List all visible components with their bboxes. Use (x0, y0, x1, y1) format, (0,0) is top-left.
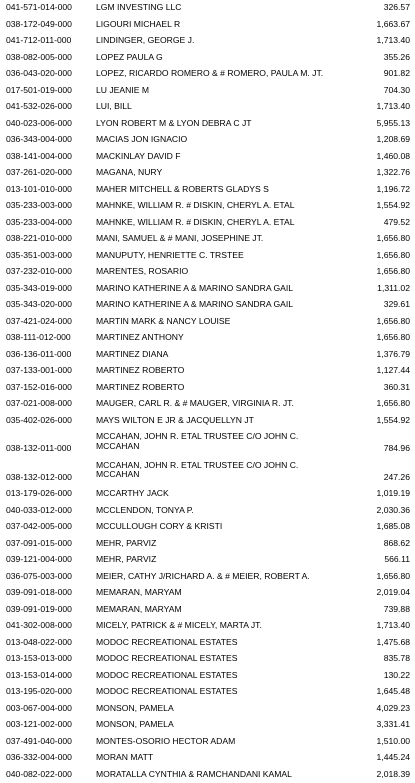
owner-name: MONSON, PAMELA (96, 720, 360, 730)
amount-due: 1,208.69 (360, 135, 410, 145)
owner-name: MEIER, CATHY J/RICHARD A. & # MEIER, ROBERT A. (96, 572, 360, 582)
table-row (0, 458, 415, 487)
amount-due: 2,018.39 (360, 770, 410, 780)
table-row (0, 363, 415, 380)
amount-due: 739.88 (360, 605, 410, 615)
amount-due: 704.30 (360, 86, 410, 96)
table-row (0, 248, 415, 265)
table-row (0, 701, 415, 718)
owner-name: MANUPUTY, HENRIETTE C. TRSTEE (96, 251, 360, 261)
amount-due: 247.26 (360, 461, 410, 483)
parcel-number: 039-121-004-000 (0, 555, 96, 565)
amount-due: 5,955.13 (360, 119, 410, 129)
amount-due: 1,445.24 (360, 753, 410, 763)
amount-due: 1,322.76 (360, 168, 410, 178)
table-row (0, 83, 415, 100)
parcel-number: 035-402-026-000 (0, 416, 96, 426)
owner-name: LGM INVESTING LLC (96, 3, 360, 13)
parcel-number: 037-091-015-000 (0, 539, 96, 549)
table-row (0, 380, 415, 397)
table-row (0, 281, 415, 298)
table-row (0, 264, 415, 281)
parcel-number: 013-101-010-000 (0, 185, 96, 195)
amount-due: 2,030.36 (360, 506, 410, 516)
owner-name: MARINO KATHERINE A & MARINO SANDRA GAIL (96, 300, 360, 310)
parcel-number: 013-153-013-000 (0, 654, 96, 664)
owner-name: MICELY, PATRICK & # MICELY, MARTA JT. (96, 621, 360, 631)
table-row (0, 99, 415, 116)
table-row (0, 17, 415, 34)
amount-due: 784.96 (360, 432, 410, 454)
amount-due: 1,656.80 (360, 267, 410, 277)
owner-name: MODOC RECREATIONAL ESTATES (96, 638, 360, 648)
parcel-number: 003-121-002-000 (0, 720, 96, 730)
owner-name: MODOC RECREATIONAL ESTATES (96, 671, 360, 681)
parcel-number: 037-232-010-000 (0, 267, 96, 277)
amount-due: 1,713.40 (360, 102, 410, 112)
table-row (0, 668, 415, 685)
amount-due: 1,685.08 (360, 522, 410, 532)
parcel-number: 013-048-022-000 (0, 638, 96, 648)
owner-name: MORAN MATT (96, 753, 360, 763)
parcel-number: 040-082-022-000 (0, 770, 96, 780)
parcel-number: 036-343-004-000 (0, 135, 96, 145)
table-row (0, 618, 415, 635)
table-row (0, 413, 415, 430)
table-row (0, 519, 415, 536)
parcel-number: 037-152-016-000 (0, 383, 96, 393)
parcel-number: 038-082-005-000 (0, 53, 96, 63)
table-row (0, 635, 415, 652)
amount-due: 835.78 (360, 654, 410, 664)
table-row (0, 585, 415, 602)
amount-due: 1,311.02 (360, 284, 410, 294)
amount-due: 1,510.00 (360, 737, 410, 747)
table-row (0, 396, 415, 413)
parcel-number: 038-221-010-000 (0, 234, 96, 244)
amount-due: 1,656.80 (360, 234, 410, 244)
owner-name: MACIAS JON IGNACIO (96, 135, 360, 145)
table-row (0, 734, 415, 751)
owner-name: MAHNKE, WILLIAM R. # DISKIN, CHERYL A. ETAL (96, 218, 360, 228)
amount-due: 1,196.72 (360, 185, 410, 195)
table-row (0, 165, 415, 182)
parcel-number: 037-133-001-000 (0, 366, 96, 376)
amount-due: 1,656.80 (360, 317, 410, 327)
parcel-number: 038-141-004-000 (0, 152, 96, 162)
parcel-number: 041-712-011-000 (0, 36, 96, 46)
owner-name: MCCULLOUGH CORY & KRISTI (96, 522, 360, 532)
owner-name: MEHR, PARVIZ (96, 555, 360, 565)
table-row (0, 330, 415, 347)
amount-due: 329.61 (360, 300, 410, 310)
owner-name: MCCARTHY JACK (96, 489, 360, 499)
amount-due: 326.57 (360, 3, 410, 13)
amount-due: 1,713.40 (360, 621, 410, 631)
table-row (0, 486, 415, 503)
table-row (0, 149, 415, 166)
table-row (0, 429, 415, 458)
table-row (0, 66, 415, 83)
parcel-number: 037-261-020-000 (0, 168, 96, 178)
parcel-number: 035-343-019-000 (0, 284, 96, 294)
amount-due: 1,127.44 (360, 366, 410, 376)
parcel-number: 039-091-018-000 (0, 588, 96, 598)
parcel-number: 039-091-019-000 (0, 605, 96, 615)
owner-name: MACKINLAY DAVID F (96, 152, 360, 162)
parcel-number: 035-343-020-000 (0, 300, 96, 310)
table-row (0, 684, 415, 701)
table-row (0, 198, 415, 215)
table-row (0, 231, 415, 248)
owner-name: LUI, BILL (96, 102, 360, 112)
owner-name: MONTES-OSORIO HECTOR ADAM (96, 737, 360, 747)
parcel-number: 017-501-019-000 (0, 86, 96, 96)
amount-due: 4,029.23 (360, 704, 410, 714)
amount-due: 1,460.08 (360, 152, 410, 162)
parcel-number: 037-421-024-000 (0, 317, 96, 327)
parcel-number: 041-302-008-000 (0, 621, 96, 631)
amount-due: 1,554.92 (360, 416, 410, 426)
table-row (0, 297, 415, 314)
parcel-number: 038-111-012-000 (0, 333, 96, 343)
owner-name: MODOC RECREATIONAL ESTATES (96, 654, 360, 664)
table-row (0, 215, 415, 232)
parcel-number: 013-195-020-000 (0, 687, 96, 697)
table-row (0, 767, 415, 783)
owner-name: MCCAHAN, JOHN R. ETAL TRUSTEE C/O JOHN C. MCCAHAN (96, 461, 360, 480)
table-row (0, 347, 415, 364)
table-row (0, 569, 415, 586)
parcel-number: 037-021-008-000 (0, 399, 96, 409)
parcel-number: 035-233-004-000 (0, 218, 96, 228)
owner-name: MODOC RECREATIONAL ESTATES (96, 687, 360, 697)
table-row (0, 602, 415, 619)
amount-due: 1,554.92 (360, 201, 410, 211)
amount-due: 3,331.41 (360, 720, 410, 730)
amount-due: 1,663.67 (360, 20, 410, 30)
owner-name: MANI, SAMUEL & # MANI, JOSEPHINE JT. (96, 234, 360, 244)
parcel-number: 013-179-026-000 (0, 489, 96, 499)
table-row (0, 750, 415, 767)
table-row (0, 651, 415, 668)
owner-name: MEHR, PARVIZ (96, 539, 360, 549)
parcel-number: 013-153-014-000 (0, 671, 96, 681)
owner-name: LOPEZ PAULA G (96, 53, 360, 63)
owner-name: MAHNKE, WILLIAM R. # DISKIN, CHERYL A. ETAL (96, 201, 360, 211)
table-row (0, 314, 415, 331)
parcel-number: 041-571-014-000 (0, 3, 96, 13)
parcel-number: 041-532-026-000 (0, 102, 96, 112)
amount-due: 130.22 (360, 671, 410, 681)
amount-due: 360.31 (360, 383, 410, 393)
amount-due: 1,645.48 (360, 687, 410, 697)
amount-due: 1,656.80 (360, 399, 410, 409)
table-row (0, 552, 415, 569)
amount-due: 1,656.80 (360, 251, 410, 261)
owner-name: MAHER MITCHELL & ROBERTS GLADYS S (96, 185, 360, 195)
table-row (0, 536, 415, 553)
owner-name: MARENTES, ROSARIO (96, 267, 360, 277)
parcel-number: 038-132-011-000 (0, 432, 96, 454)
owner-name: MEMARAN, MARYAM (96, 605, 360, 615)
parcel-number: 037-491-040-000 (0, 737, 96, 747)
parcel-number: 036-332-004-000 (0, 753, 96, 763)
table-row (0, 132, 415, 149)
parcel-number: 038-132-012-000 (0, 461, 96, 483)
parcel-number: 035-351-003-000 (0, 251, 96, 261)
owner-name: LOPEZ, RICARDO ROMERO & # ROMERO, PAULA M. JT. (96, 69, 360, 79)
owner-name: MARTINEZ DIANA (96, 350, 360, 360)
table-row (0, 182, 415, 199)
amount-due: 1,713.40 (360, 36, 410, 46)
owner-name: MORATALLA CYNTHIA & RAMCHANDANI KAMAL (96, 770, 360, 780)
table-row (0, 503, 415, 520)
table-row (0, 116, 415, 133)
table-row (0, 33, 415, 50)
owner-name: MCCAHAN, JOHN R. ETAL TRUSTEE C/O JOHN C. MCCAHAN (96, 432, 360, 451)
parcel-number: 036-043-020-000 (0, 69, 96, 79)
owner-name: MAGANA, NURY (96, 168, 360, 178)
owner-name: MONSON, PAMELA (96, 704, 360, 714)
amount-due: 479.52 (360, 218, 410, 228)
parcel-number: 036-075-003-000 (0, 572, 96, 582)
owner-name: LIGOURI MICHAEL R (96, 20, 360, 30)
owner-name: MARINO KATHERINE A & MARINO SANDRA GAIL (96, 284, 360, 294)
amount-due: 1,656.80 (360, 333, 410, 343)
owner-name: MCCLENDON, TONYA P. (96, 506, 360, 516)
parcel-number: 035-233-003-000 (0, 201, 96, 211)
owner-name: MAYS WILTON E JR & JACQUELLYN JT (96, 416, 360, 426)
parcel-number: 037-042-005-000 (0, 522, 96, 532)
amount-due: 1,019.19 (360, 489, 410, 499)
table-row (0, 50, 415, 67)
amount-due: 901.82 (360, 69, 410, 79)
owner-name: LU JEANIE M (96, 86, 360, 96)
parcel-number: 036-136-011-000 (0, 350, 96, 360)
amount-due: 1,376.79 (360, 350, 410, 360)
amount-due: 566.11 (360, 555, 410, 565)
owner-name: MARTINEZ ROBERTO (96, 366, 360, 376)
amount-due: 355.26 (360, 53, 410, 63)
amount-due: 1,475.68 (360, 638, 410, 648)
owner-name: MARTIN MARK & NANCY LOUISE (96, 317, 360, 327)
amount-due: 1,656.80 (360, 572, 410, 582)
owner-name: LYON ROBERT M & LYON DEBRA C JT (96, 119, 360, 129)
parcel-number: 038-172-049-000 (0, 20, 96, 30)
owner-name: MAUGER, CARL R. & # MAUGER, VIRGINIA R. JT. (96, 399, 360, 409)
owner-name: LINDINGER, GEORGE J. (96, 36, 360, 46)
owner-name: MEMARAN, MARYAM (96, 588, 360, 598)
table-row (0, 717, 415, 734)
parcel-number: 003-067-004-000 (0, 704, 96, 714)
parcel-number: 040-023-006-000 (0, 119, 96, 129)
parcel-number: 040-033-012-000 (0, 506, 96, 516)
owner-name: MARTINEZ ANTHONY (96, 333, 360, 343)
amount-due: 2,019.04 (360, 588, 410, 598)
table-row (0, 0, 415, 17)
amount-due: 868.62 (360, 539, 410, 549)
owner-name: MARTINEZ ROBERTO (96, 383, 360, 393)
